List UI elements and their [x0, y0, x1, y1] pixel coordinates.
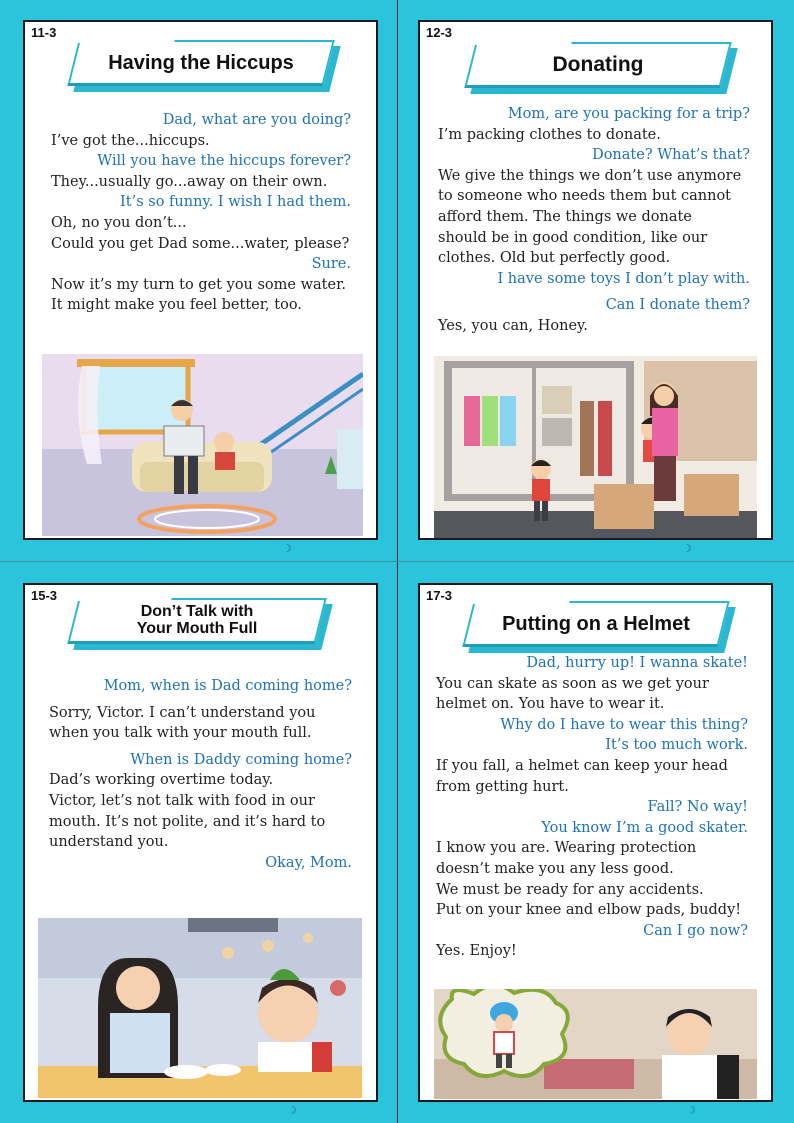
parent-line: Yes. Enjoy! [436, 943, 517, 960]
child-line: Will you have the hiccups forever? [97, 153, 351, 170]
child-line: Can I go now? [643, 922, 748, 939]
story-card-donating [418, 20, 773, 555]
title-banner [73, 40, 329, 86]
parent-line: clothes. Old but perfectly good. [438, 250, 671, 267]
card-title: Donating [552, 52, 644, 76]
helmet-illustration [434, 989, 757, 1099]
card-number: 17-3 [426, 588, 453, 603]
child-line: It’s too much work. [605, 737, 748, 754]
parent-line: when you talk with your mouth full. [49, 725, 312, 742]
story-card-mouth-full [23, 583, 378, 1117]
donating-illustration [434, 356, 757, 538]
dialogue [49, 676, 352, 873]
parent-line: helmet on. You have to wear it. [436, 696, 665, 713]
card-title: Having the Hiccups [108, 51, 294, 74]
dialogue [438, 104, 750, 337]
child-line: When is Daddy coming home? [130, 751, 352, 768]
parent-line: If you fall, a helmet can keep your head [436, 757, 728, 774]
parent-line: Put on your knee and elbow pads, buddy! [436, 902, 742, 919]
child-line: Dad, what are you doing? [162, 112, 351, 128]
middle-divider [0, 561, 794, 562]
parent-line: We must be ready for any accidents. [436, 881, 704, 898]
moon-icon: ☽ [682, 542, 692, 555]
parent-line: doesn’t make you any less good. [436, 860, 674, 877]
parent-line: Sorry, Victor. I can’t understand you [49, 704, 316, 721]
parent-line: I’m packing clothes to donate. [438, 126, 661, 143]
child-line: Can I donate them? [605, 297, 750, 314]
parent-line: from getting hurt. [436, 778, 569, 795]
child-line: Fall? No way! [647, 799, 748, 816]
parent-line: should be in good condition, like our [438, 229, 708, 246]
dialogue [436, 653, 748, 962]
parent-line: to someone who needs them but cannot [438, 188, 732, 205]
child-line: Sure. [311, 256, 351, 273]
parent-line: Now it’s my turn to get you some water. [51, 276, 347, 293]
parent-line: We give the things we don’t use anymore [438, 167, 742, 184]
parent-line: understand you. [49, 834, 169, 851]
parent-line: Yes, you can, Honey. [438, 317, 588, 334]
parent-line: Victor, let’s not talk with food in our [49, 792, 315, 809]
story-card-helmet [418, 583, 773, 1117]
card-number: 15-3 [31, 588, 58, 603]
child-line: It’s so funny. I wish I had them. [120, 194, 351, 211]
title-banner [468, 601, 724, 647]
title-banner [470, 42, 726, 88]
parent-line: They...usually go...away on their own. [51, 173, 328, 190]
child-line: Why do I have to wear this thing? [500, 716, 748, 733]
parent-line: Could you get Dad some...water, please? [51, 235, 350, 252]
title-banner [73, 598, 321, 644]
parent-line: I’ve got the...hiccups. [51, 132, 210, 149]
parent-line: It might make you feel better, too. [51, 297, 302, 314]
child-line: You know I’m a good skater. [541, 819, 748, 836]
parent-line: Dad’s working overtime today. [49, 772, 274, 789]
child-line: Donate? What’s that? [592, 147, 750, 164]
parent-line: afford them. The things we donate [438, 208, 692, 225]
moon-icon: ☽ [282, 542, 292, 555]
moon-icon: ☽ [287, 1104, 297, 1117]
story-card-hiccups [23, 20, 378, 555]
child-line: I have some toys I don’t play with. [497, 270, 750, 287]
card-title: Putting on a Helmet [502, 612, 690, 635]
child-line: Mom, are you packing for a trip? [507, 106, 750, 122]
child-line: Mom, when is Dad coming home? [103, 678, 352, 694]
mouth-full-illustration [38, 918, 362, 1098]
parent-line: mouth. It’s not polite, and it’s hard to [49, 813, 326, 830]
child-line: Okay, Mom. [265, 854, 352, 871]
card-number: 11-3 [31, 25, 57, 40]
dialogue [51, 110, 351, 316]
parent-line: Oh, no you don’t... [51, 214, 187, 231]
child-line: Dad, hurry up! I wanna skate! [526, 655, 748, 671]
card-number: 12-3 [426, 25, 453, 40]
hiccups-illustration [42, 354, 363, 536]
moon-icon: ☽ [686, 1104, 696, 1117]
parent-line: I know you are. Wearing protection [436, 840, 697, 857]
card-title-line-2: Your Mouth Full [136, 620, 258, 637]
parent-line: You can skate as soon as we get your [436, 675, 709, 692]
card-title-line-1: Don’t Talk with [140, 603, 254, 621]
card-title [73, 598, 321, 644]
